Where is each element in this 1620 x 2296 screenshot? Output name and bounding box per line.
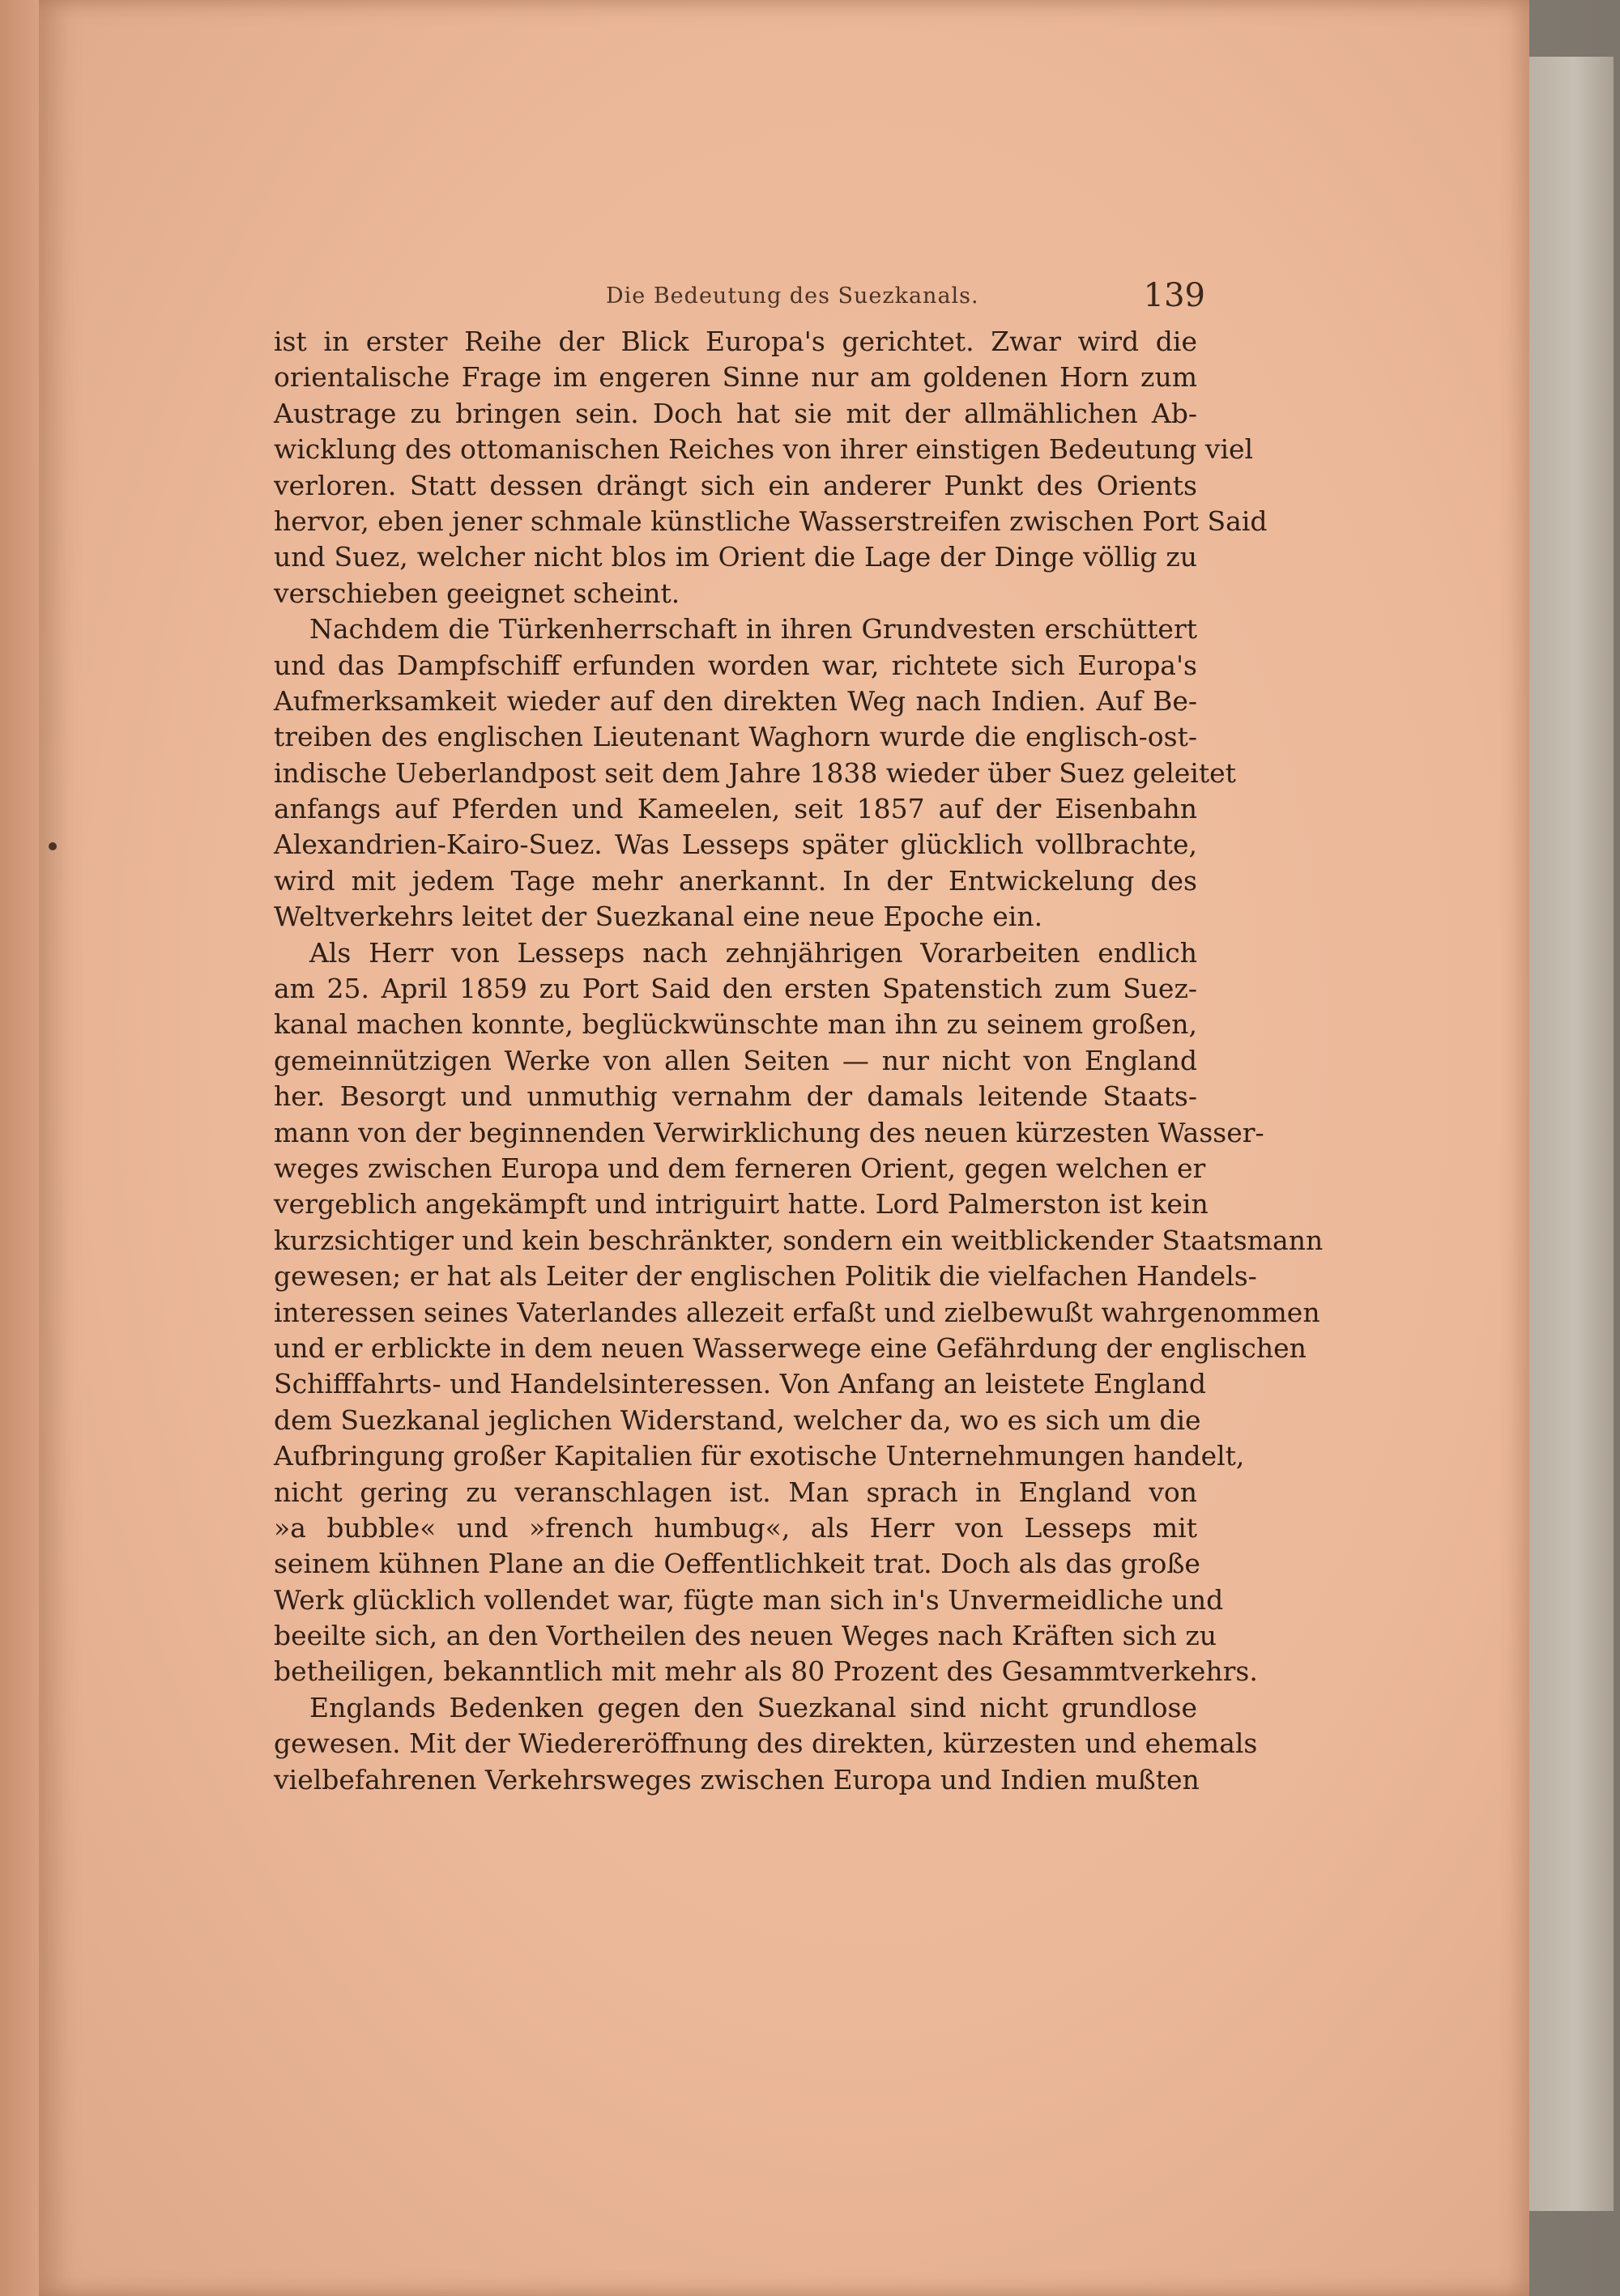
- text-line: verschieben geeignet scheint.: [274, 577, 680, 609]
- text-line: mann von der beginnenden Verwirklichung des neuen kürzesten Wasser-: [274, 1116, 1264, 1148]
- text-line: kanal machen konnte, beglückwünschte man ihn zu seinem großen,: [274, 1008, 1197, 1041]
- text-line: Alexandrien-Kairo-Suez. Was Lesseps später glücklich vollbrachte,: [274, 829, 1197, 861]
- page-header: [233, 259, 1205, 314]
- text-line: hervor, eben jener schmale künstliche Wasserstreifen zwischen Port Said: [274, 505, 1268, 537]
- text-line: Als Herr von Lesseps nach zehnjährigen Vorarbeiten endlich: [309, 936, 1197, 969]
- book-page: [39, 0, 1529, 2296]
- text-line: Aufmerksamkeit wieder auf den direkten Weg nach Indien. Auf Be-: [274, 684, 1197, 717]
- text-line: anfangs auf Pferden und Kameelen, seit 1857 auf der Eisenbahn: [274, 793, 1197, 825]
- text-line: Aufbringung großer Kapitalien für exotische Unternehmungen handelt,: [274, 1440, 1245, 1472]
- text-line: indische Ueberlandpost seit dem Jahre 1838 wieder über Suez geleitet: [274, 756, 1236, 789]
- ink-spot: [49, 842, 57, 850]
- text-line: verloren. Statt dessen drängt sich ein anderer Punkt des Orients: [274, 469, 1197, 501]
- text-line: Werk glücklich vollendet war, fügte man sich in's Unvermeidliche und: [274, 1583, 1224, 1616]
- text-line: dem Suezkanal jeglichen Widerstand, welcher da, wo es sich um die: [274, 1404, 1201, 1436]
- text-line: beeilte sich, an den Vortheilen des neuen Weges nach Kräften sich zu: [274, 1620, 1217, 1652]
- text-line: vielbefahrenen Verkehrsweges zwischen Europa und Indien mußten: [274, 1763, 1200, 1795]
- text-line: nicht gering zu veranschlagen ist. Man sprach in England von: [274, 1476, 1197, 1508]
- text-line: gewesen. Mit der Wiedereröffnung des direkten, kürzesten und ehemals: [274, 1727, 1258, 1760]
- text-line: Weltverkehrs leitet der Suezkanal eine neue Epoche ein.: [274, 901, 1043, 933]
- text-line: treiben des englischen Lieutenant Waghorn wurde die englisch-ost-: [274, 721, 1197, 753]
- text-line: wicklung des ottomanischen Reiches von ihrer einstigen Bedeutung viel: [274, 433, 1254, 466]
- text-line: vergeblich angekämpft und intriguirt hatte. Lord Palmerston ist kein: [274, 1188, 1209, 1220]
- text-line: Austrage zu bringen sein. Doch hat sie mit der allmählichen Ab-: [274, 397, 1197, 429]
- text-line: seinem kühnen Plane an die Oeffentlichkeit trat. Doch als das große: [274, 1548, 1200, 1580]
- page-number: 139: [1143, 277, 1205, 314]
- text-line: weges zwischen Europa und dem ferneren Orient, gegen welchen er: [274, 1152, 1206, 1184]
- text-line: und Suez, welcher nicht blos im Orient die Lage der Dinge völlig zu: [274, 541, 1197, 573]
- text-line: interessen seines Vaterlandes allezeit erfaßt und zielbewußt wahrgenommen: [274, 1296, 1320, 1328]
- text-line: gewesen; er hat als Leiter der englischen Politik die vielfachen Handels-: [274, 1260, 1257, 1293]
- text-line: und er erblickte in dem neuen Wasserwege eine Gefährdung der englischen: [274, 1331, 1307, 1364]
- text-line: Englands Bedenken gegen den Suezkanal sind nicht grundlose: [309, 1691, 1197, 1723]
- running-head: Die Bedeutung des Suezkanals.: [606, 283, 979, 309]
- text-line: wird mit jedem Tage mehr anerkannt. In der Entwickelung des: [274, 864, 1197, 897]
- text-line: am 25. April 1859 zu Port Said den ersten Spatenstich zum Suez-: [274, 973, 1197, 1005]
- text-line: her. Besorgt und unmuthig vernahm der damals leitende Staats-: [274, 1080, 1197, 1113]
- text-line: und das Dampfschiff erfunden worden war, richtete sich Europa's: [274, 649, 1197, 681]
- text-line: betheiligen, bekanntlich mit mehr als 80 Prozent des Gesammtverkehrs.: [274, 1655, 1258, 1688]
- text-line: gemeinnützigen Werke von allen Seiten — nur nicht von England: [274, 1044, 1197, 1076]
- back-sheet-edge: [1515, 57, 1614, 2211]
- text-line: kurzsichtiger und kein beschränkter, sondern ein weitblickender Staatsmann: [274, 1224, 1324, 1256]
- text-line: Nachdem die Türkenherrschaft in ihren Grundvesten erschüttert: [309, 613, 1197, 645]
- text-line: ist in erster Reihe der Blick Europa's gerichtet. Zwar wird die: [274, 326, 1197, 357]
- text-line: Schifffahrts- und Handelsinteressen. Von Anfang an leistete England: [274, 1368, 1206, 1400]
- text-line: »a bubble« und »french humbug«, als Herr von Lesseps mit: [274, 1511, 1197, 1544]
- text-line: orientalische Frage im engeren Sinne nur am goldenen Horn zum: [274, 361, 1197, 394]
- body-text: [274, 324, 1324, 1879]
